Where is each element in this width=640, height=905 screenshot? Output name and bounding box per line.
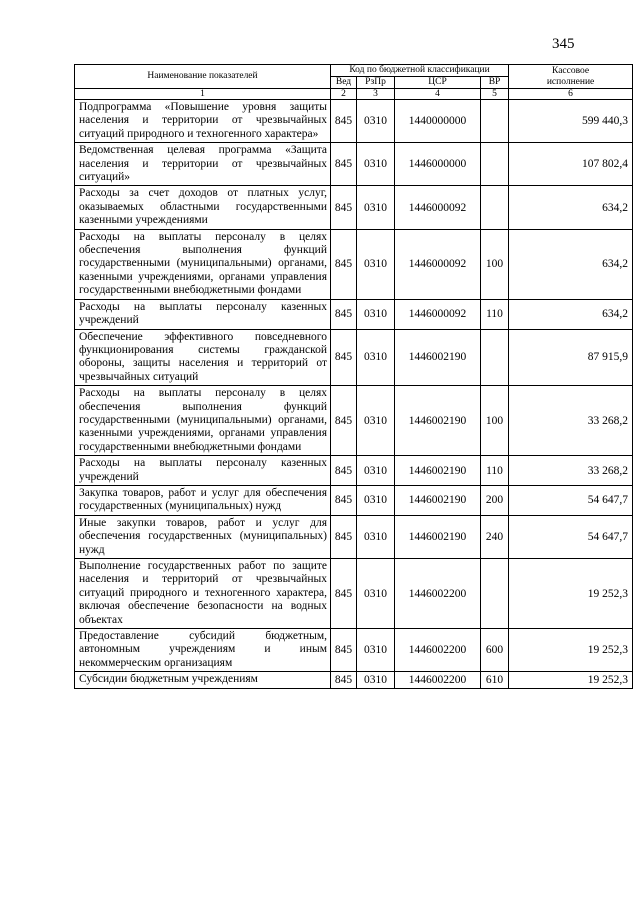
- column-number: 6: [509, 89, 633, 100]
- header-name-column: Наименование показателей: [75, 65, 331, 89]
- row-name: Иные закупки товаров, работ и услуг для обеспечения государственных (муниципальных) нужд: [75, 515, 331, 558]
- row-ved: 845: [331, 386, 357, 456]
- row-rzpr: 0310: [357, 672, 395, 688]
- table-row: [75, 186, 633, 229]
- row-rzpr: 0310: [357, 186, 395, 229]
- row-csr: 1446000092: [395, 186, 481, 229]
- row-ved: 845: [331, 629, 357, 672]
- row-vr: 110: [481, 456, 509, 486]
- row-amount: 19 252,3: [509, 672, 633, 688]
- table-row: [75, 299, 633, 329]
- column-number: 2: [331, 89, 357, 100]
- header-cash-line1: Кассовое: [551, 65, 590, 76]
- header-cash-execution: [509, 65, 633, 89]
- row-vr: 610: [481, 672, 509, 688]
- table-row: [75, 672, 633, 688]
- table-row: [75, 559, 633, 629]
- column-number: 1: [75, 89, 331, 100]
- row-vr: [481, 329, 509, 386]
- row-vr: 600: [481, 629, 509, 672]
- header-cash-line2: исполнение: [546, 76, 595, 87]
- row-rzpr: 0310: [357, 485, 395, 515]
- row-rzpr: 0310: [357, 100, 395, 143]
- row-ved: 845: [331, 559, 357, 629]
- row-ved: 845: [331, 456, 357, 486]
- row-csr: 1446002190: [395, 386, 481, 456]
- row-name: Выполнение государственных работ по защите населения и территорий от чрезвычайных ситуаций природного и техногенного характера, включая обеспечение безопасности на водных объектах: [75, 559, 331, 629]
- row-csr: 1446002190: [395, 456, 481, 486]
- row-vr: 100: [481, 386, 509, 456]
- row-rzpr: 0310: [357, 456, 395, 486]
- row-rzpr: 0310: [357, 299, 395, 329]
- row-csr: 1446002190: [395, 515, 481, 558]
- row-amount: 54 647,7: [509, 515, 633, 558]
- row-rzpr: 0310: [357, 143, 395, 186]
- header-code-group: Код по бюджетной классификации: [331, 65, 509, 77]
- row-ved: 845: [331, 186, 357, 229]
- table-row: [75, 629, 633, 672]
- row-amount: 19 252,3: [509, 629, 633, 672]
- page-number: 345: [552, 36, 575, 52]
- row-ved: 845: [331, 143, 357, 186]
- row-name: Обеспечение эффективного повседневного функционирования системы гражданской обороны, защиты населения и территорий от чрезвычайных ситуаций: [75, 329, 331, 386]
- row-ved: 845: [331, 672, 357, 688]
- row-rzpr: 0310: [357, 329, 395, 386]
- row-csr: 1446002200: [395, 672, 481, 688]
- column-number-row: [75, 89, 633, 100]
- row-ved: 845: [331, 299, 357, 329]
- row-rzpr: 0310: [357, 629, 395, 672]
- row-csr: 1440000000: [395, 100, 481, 143]
- budget-table: [74, 64, 633, 689]
- row-ved: 845: [331, 515, 357, 558]
- row-vr: 110: [481, 299, 509, 329]
- row-name: Расходы на выплаты персоналу казенных учреждений: [75, 456, 331, 486]
- table-row: [75, 456, 633, 486]
- row-name: Закупка товаров, работ и услуг для обеспечения государственных (муниципальных) нужд: [75, 485, 331, 515]
- row-csr: 1446002190: [395, 329, 481, 386]
- table-header: [75, 65, 633, 100]
- row-amount: 54 647,7: [509, 485, 633, 515]
- row-amount: 599 440,3: [509, 100, 633, 143]
- table-row: [75, 485, 633, 515]
- row-rzpr: 0310: [357, 559, 395, 629]
- row-amount: 87 915,9: [509, 329, 633, 386]
- row-rzpr: 0310: [357, 515, 395, 558]
- row-vr: 240: [481, 515, 509, 558]
- column-number: 5: [481, 89, 509, 100]
- table-row: [75, 143, 633, 186]
- header-ved: Вед: [331, 77, 357, 89]
- row-csr: 1446000000: [395, 143, 481, 186]
- row-vr: [481, 100, 509, 143]
- row-csr: 1446000092: [395, 299, 481, 329]
- row-name: Расходы на выплаты персоналу казенных учреждений: [75, 299, 331, 329]
- table-row: [75, 386, 633, 456]
- row-rzpr: 0310: [357, 386, 395, 456]
- table-body: [75, 100, 633, 689]
- row-ved: 845: [331, 229, 357, 299]
- column-number: 3: [357, 89, 395, 100]
- row-vr: [481, 186, 509, 229]
- row-ved: 845: [331, 100, 357, 143]
- row-amount: 634,2: [509, 186, 633, 229]
- row-csr: 1446002190: [395, 485, 481, 515]
- row-name: Расходы за счет доходов от платных услуг, оказываемых областными государственными казенными учреждениями: [75, 186, 331, 229]
- table-row: [75, 329, 633, 386]
- row-name: Предоставление субсидий бюджетным, автономным учреждениям и иным некоммерческим организациям: [75, 629, 331, 672]
- row-amount: 634,2: [509, 229, 633, 299]
- row-name: Расходы на выплаты персоналу в целях обеспечения выполнения функций государственными (муниципальными) органами, казенными учреждениями, органами управления государственными внебюджетными фондами: [75, 229, 331, 299]
- table-row: [75, 100, 633, 143]
- row-amount: 107 802,4: [509, 143, 633, 186]
- row-amount: 33 268,2: [509, 456, 633, 486]
- row-name: Подпрограмма «Повышение уровня защиты населения и территории от чрезвычайных ситуаций природного и техногенного характера»: [75, 100, 331, 143]
- header-csr: ЦСР: [395, 77, 481, 89]
- row-csr: 1446002200: [395, 559, 481, 629]
- row-name: Ведомственная целевая программа «Защита населения и территории от чрезвычайных ситуаций»: [75, 143, 331, 186]
- header-rzpr: РзПр: [357, 77, 395, 89]
- row-csr: 1446002200: [395, 629, 481, 672]
- row-amount: 33 268,2: [509, 386, 633, 456]
- header-vr: ВР: [481, 77, 509, 89]
- table-row: [75, 515, 633, 558]
- row-vr: 100: [481, 229, 509, 299]
- row-amount: 634,2: [509, 299, 633, 329]
- row-amount: 19 252,3: [509, 559, 633, 629]
- row-vr: 200: [481, 485, 509, 515]
- row-vr: [481, 143, 509, 186]
- row-vr: [481, 559, 509, 629]
- row-ved: 845: [331, 329, 357, 386]
- row-name: Расходы на выплаты персоналу в целях обеспечения выполнения функций государственными (муниципальными) органами, казенными учреждениями, органами управления государственными внебюджетными фондами: [75, 386, 331, 456]
- row-ved: 845: [331, 485, 357, 515]
- row-name: Субсидии бюджетным учреждениям: [75, 672, 331, 688]
- row-rzpr: 0310: [357, 229, 395, 299]
- row-csr: 1446000092: [395, 229, 481, 299]
- table-row: [75, 229, 633, 299]
- column-number: 4: [395, 89, 481, 100]
